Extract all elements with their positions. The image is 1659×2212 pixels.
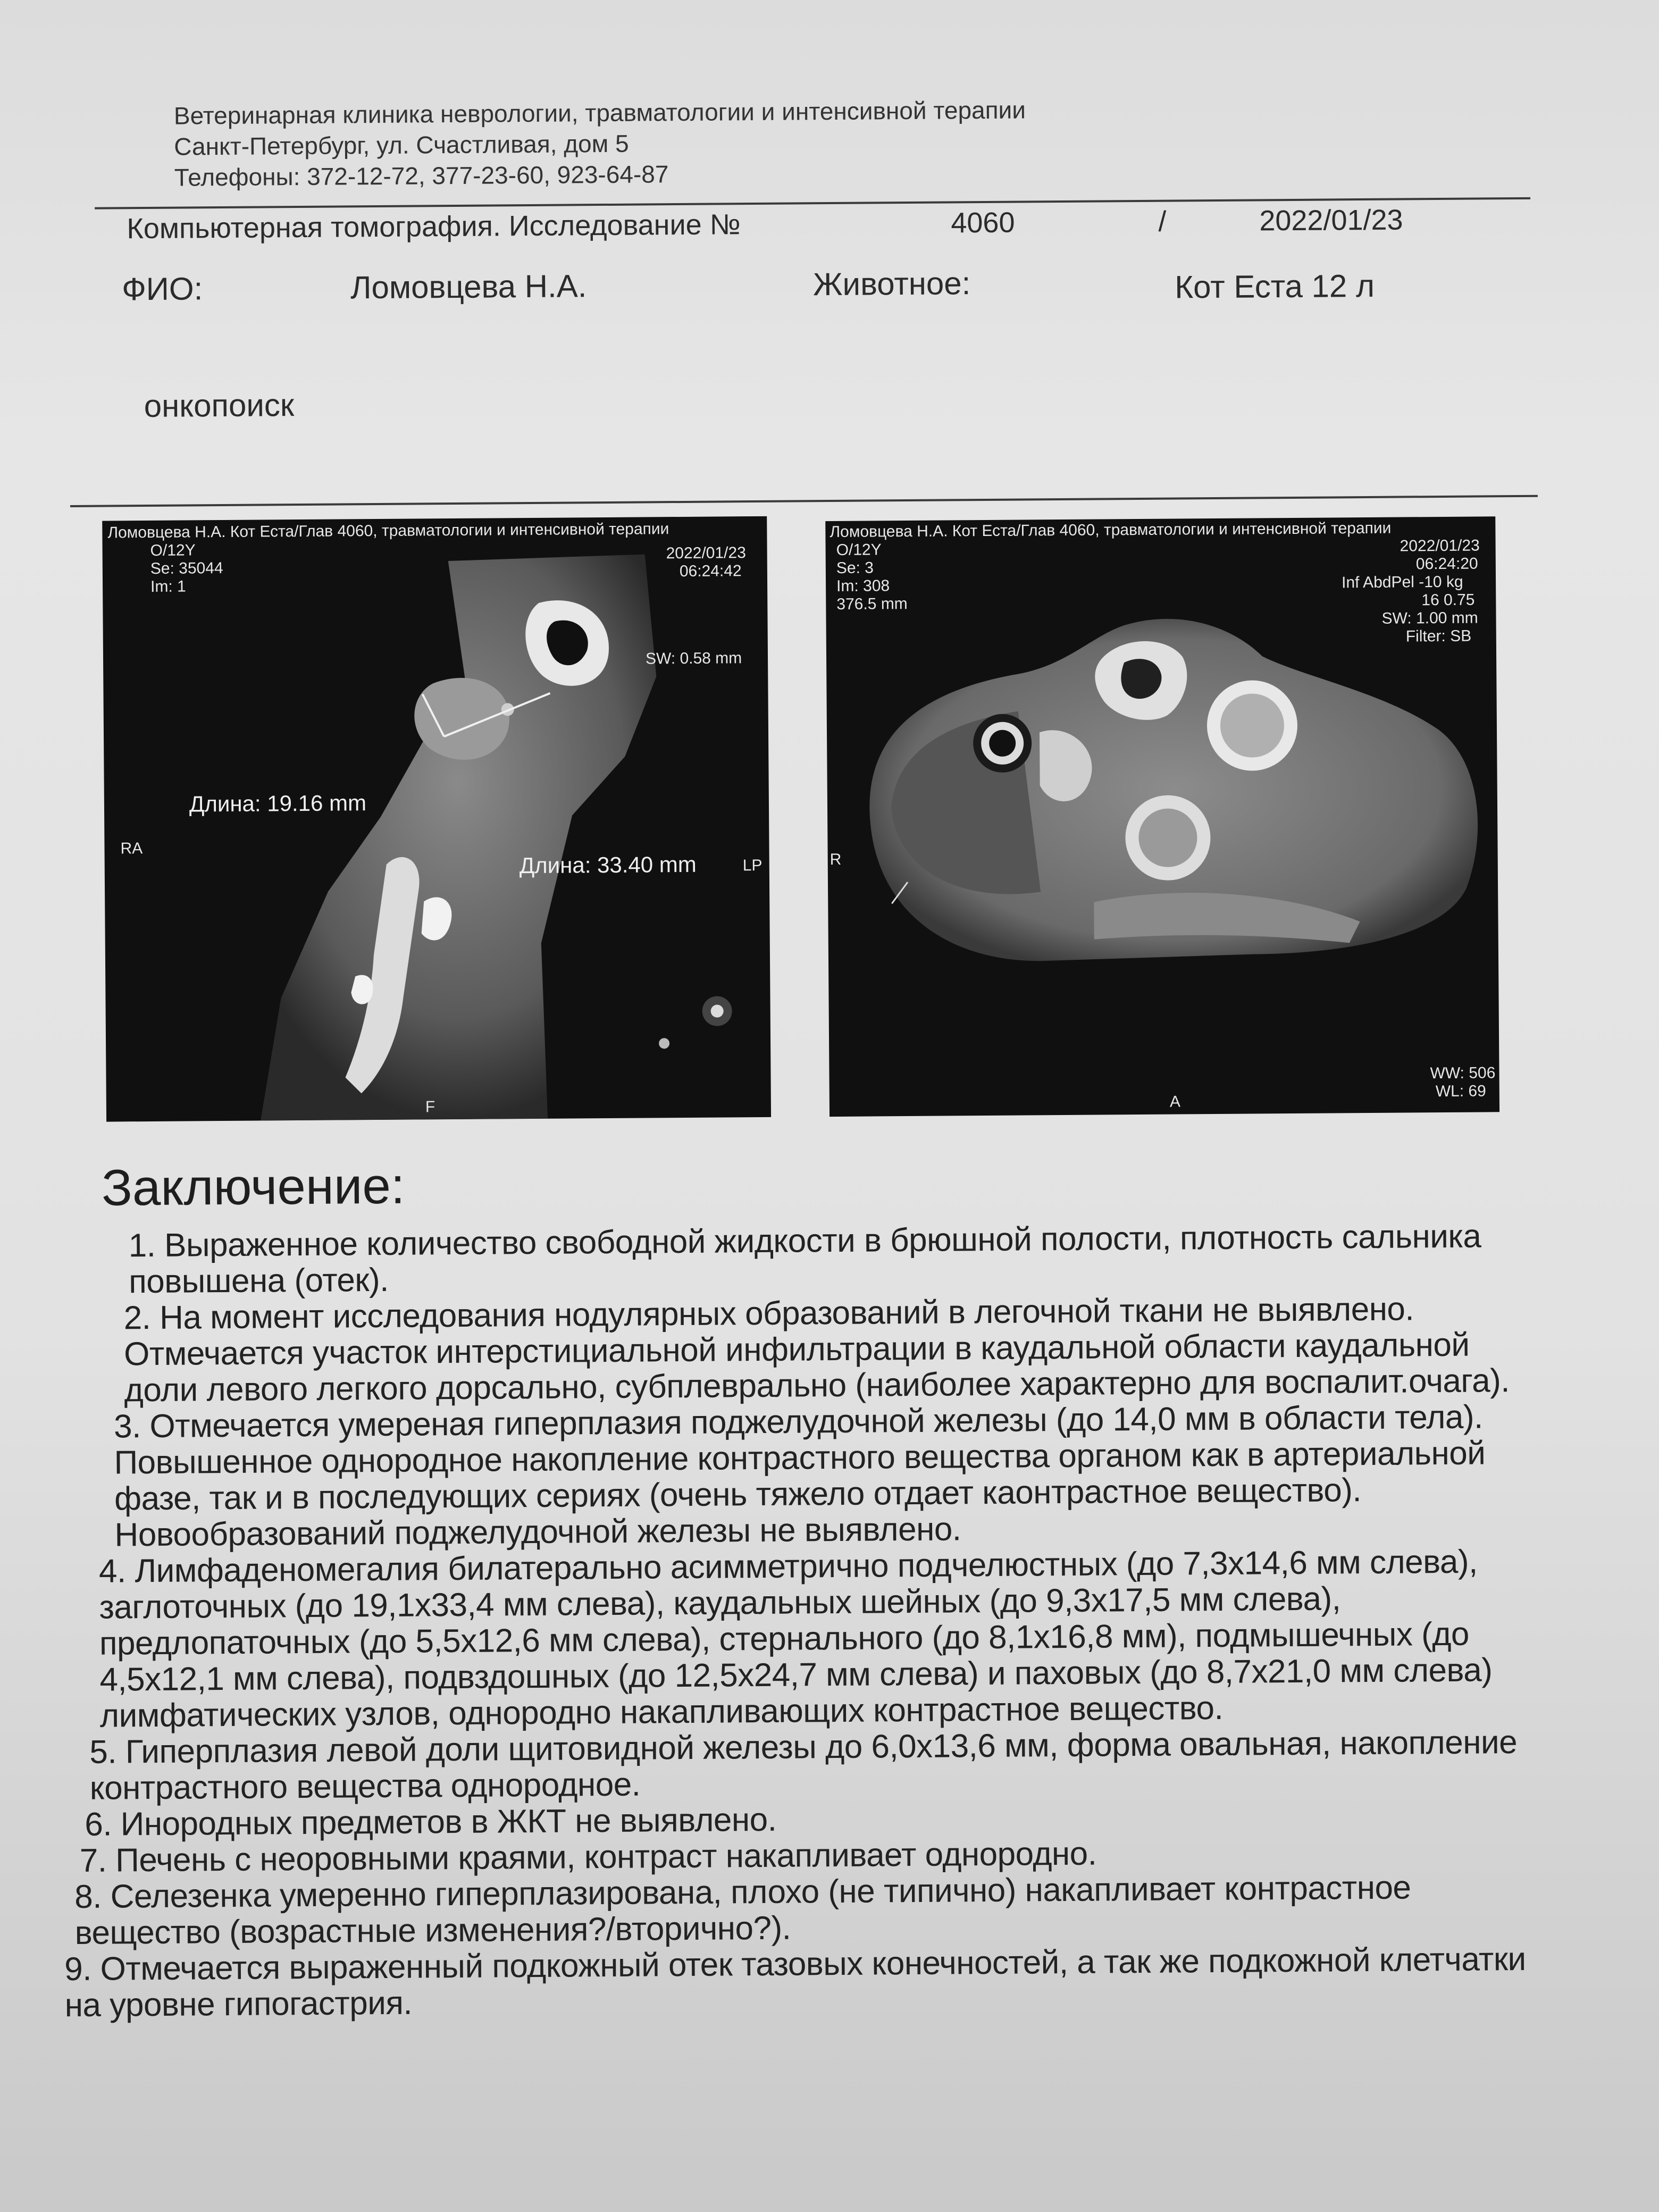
conclusion-item: 4. Лимфаденомегалия билатерально асимметрично подчелюстных (до 7,3х14,6 мм слева), заглоточных (до 19,1х33,4 мм слева), каудальных шейных (до 9,3х17,5 мм слева), предлопаточных (до 5,5х12,6 мм слева), стернального (до 8,1х16,8 мм), подмышечных (до 4,5х12,1 мм слева), подвздошных (до 12,5х24,7 мм слева) и паховых (до 8,7х21,0 мм слева) лимфатических узлов, однородно накапливающих контрастное вещество. <box>98 1543 1493 1735</box>
conclusion-title: Заключение: <box>101 1157 405 1217</box>
right-series: Se: 3 <box>836 559 874 577</box>
study-date: 2022/01/23 <box>1259 204 1403 237</box>
study-title: Компьютерная томография. Исследование № <box>127 208 741 245</box>
left-date: 2022/01/23 <box>666 544 746 563</box>
right-label-a: A <box>1169 1093 1181 1111</box>
conclusion-item: 5. Гиперплазия левой доли щитовидной железы до 6,0х13,6 мм, форма овальная, накопление контрастного вещества однородное. <box>89 1724 1518 1807</box>
clinic-name: Ветеринарная клиника неврологии, травматологии и интенсивной терапии <box>173 96 1026 130</box>
right-time: 06:24:20 <box>1415 555 1478 573</box>
right-kv: 16 0.75 <box>1421 591 1475 609</box>
animal-label: Животное: <box>812 265 971 303</box>
right-header-text: Ломовцева Н.А. Кот Еста/Глав 4060, травматологии и интенсивной терапии <box>830 519 1392 541</box>
report-sheet <box>24 27 1645 2197</box>
conclusion-list <box>54 1218 1538 2024</box>
measurement-length-1: Длина: 19.16 mm <box>189 790 367 817</box>
right-protocol: Inf AbdPel -10 kg <box>1341 573 1463 592</box>
right-date: 2022/01/23 <box>1400 537 1480 555</box>
left-label-f: F <box>425 1098 435 1116</box>
left-label-ra: RA <box>120 840 143 858</box>
conclusion-item: 8. Селезенка умеренно гиперплазирована, плохо (не типично) накапливает контрастное вещество (возрастные изменения?/вторично?). <box>74 1869 1411 1952</box>
ct-image-sagittal <box>102 516 771 1122</box>
conclusion-item: 9. Отмечается выраженный подкожный отек тазовых конечностей, а так же подкожной клетчатки на уровне гипогастрия. <box>64 1940 1526 2024</box>
ct-sagittal-graphic <box>102 516 771 1122</box>
right-filter: Filter: SB <box>1405 627 1472 646</box>
conclusion-item: 3. Отмечается умереная гиперплазия поджелудочной железы (до 14,0 мм в области тела). Повышенное однородное накопление контрастного вещества органом как в артериальной фазе, так и в последующих сериях (очень тяжело отдает каонтрастное вещество). Новообразований поджелудочной железы не выявлено. <box>113 1398 1486 1554</box>
left-slice-width: SW: 0.58 mm <box>645 649 742 668</box>
conclusion-item: 7. Печень с неоровными краями, контраст накапливает однородно. <box>79 1835 1097 1879</box>
clinic-phones: Телефоны: 372-12-72, 377-23-60, 923-64-87 <box>174 160 669 191</box>
left-time: 06:24:42 <box>679 562 742 581</box>
measurement-length-2: Длина: 33.40 mm <box>519 851 697 878</box>
right-slice-width: SW: 1.00 mm <box>1381 609 1478 627</box>
ct-image-axial <box>825 516 1499 1117</box>
study-separator: / <box>1158 205 1167 238</box>
section-divider <box>70 495 1538 507</box>
fio-label: ФИО: <box>121 271 203 307</box>
left-label-lp: LP <box>742 856 763 875</box>
left-age: O/12Y <box>150 541 196 559</box>
owner-name: Ломовцева Н.А. <box>350 268 587 306</box>
ct-axial-graphic <box>825 516 1499 1117</box>
left-series: Se: 35044 <box>150 559 223 577</box>
right-label-r: R <box>830 850 842 869</box>
clinic-address: Санкт-Петербург, ул. Счастливая, дом 5 <box>174 129 629 161</box>
clinic-header <box>174 94 1026 192</box>
left-header-text: Ломовцева Н.А. Кот Еста/Глав 4060, травматологии и интенсивной терапии <box>107 520 669 542</box>
right-position: 376.5 mm <box>836 595 908 613</box>
patient-line <box>121 261 1504 307</box>
right-age: O/12Y <box>836 541 882 559</box>
animal-value: Кот Еста 12 л <box>1174 267 1375 305</box>
study-number: 4060 <box>951 206 1015 239</box>
conclusion-item: 6. Инородных предметов в ЖКТ не выявлено. <box>85 1801 777 1843</box>
conclusion-item: 1. Выраженное количество свободной жидкости в брюшной полости, плотность сальника повышена (отек). <box>128 1218 1481 1301</box>
right-wl: WL: 69 <box>1435 1082 1486 1101</box>
left-image-number: Im: 1 <box>150 577 186 596</box>
study-purpose: онкопоиск <box>144 387 295 424</box>
right-ww: WW: 506 <box>1430 1064 1496 1083</box>
right-image-number: Im: 308 <box>836 577 890 595</box>
conclusion-item: 2. На момент исследования нодулярных образований в легочной ткани не выявлено. Отмечается участок интерстициальной инфильтрации в каудальной области каудальной доли левого легкого дорсально, субплеврально (наиболее характерно для воспалит.очага). <box>123 1291 1510 1409</box>
